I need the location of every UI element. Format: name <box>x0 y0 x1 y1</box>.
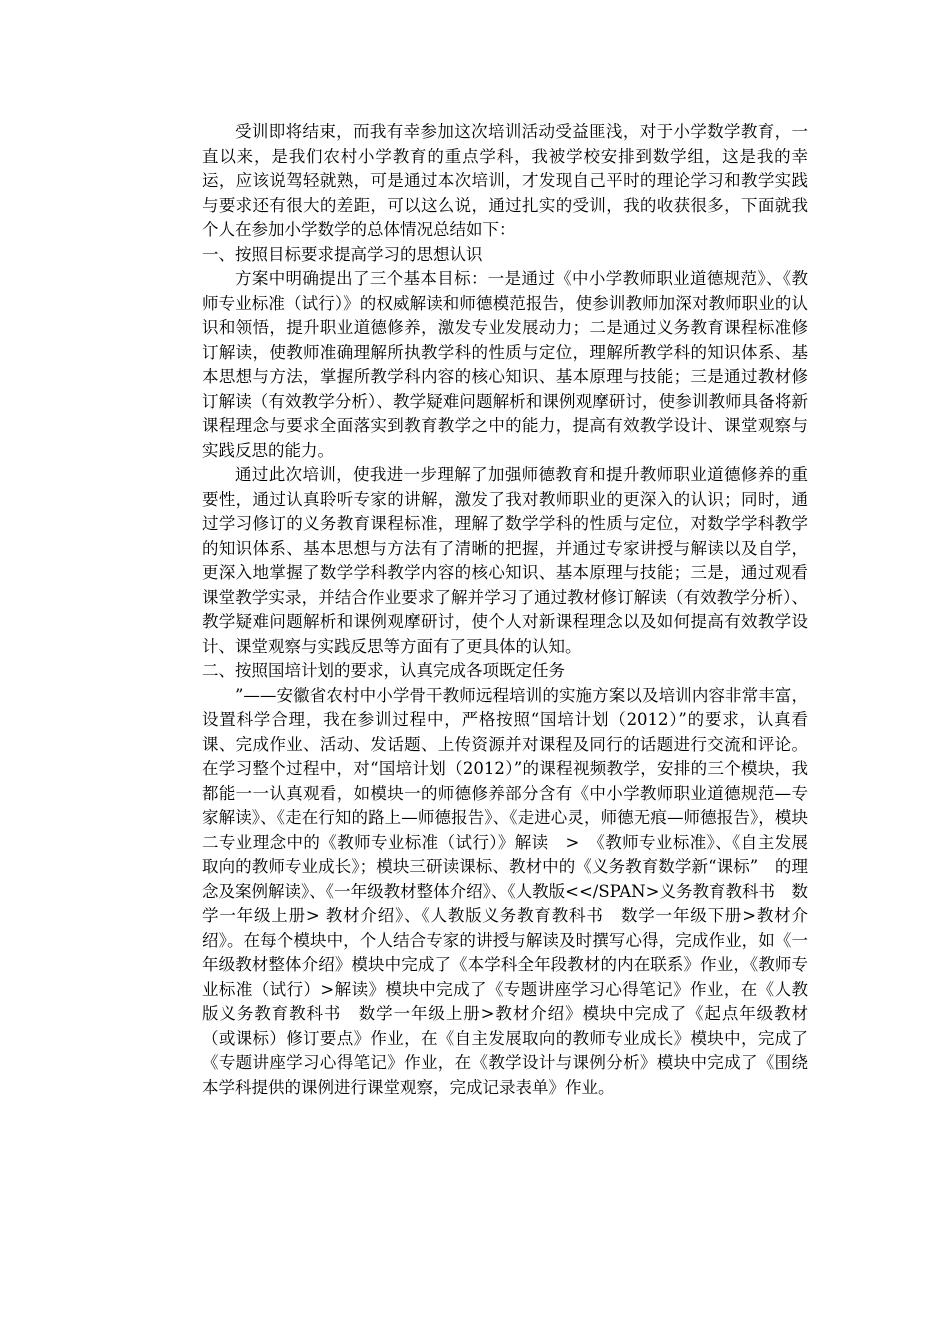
training-understanding-paragraph: 通过此次培训，使我进一步理解了加强师德教育和提升教师职业道德修养的重要性，通过认真聆听专家的讲解，激发了我对教师职业的更深入的认识；同时，通过学习修订的义务教育课程标准，理解了数学学科的性质与定位，对数学学科教学的知识体系、基本思想与方法有了清晰的把握，并通过专家讲授与解读以及自学，更深入地掌握了数学学科教学内容的核心知识、基本原理与技能；三是，通过观看课堂教学实录，并结合作业要求了解并学习了通过教材修订解读（有效教学分析）、教学疑难问题解析和课例观摩研讨，使个人对新课程理念以及如何提高有效教学设计、课堂观察与实践反思等方面有了更具体的认知。 <box>202 465 808 656</box>
document-body <box>202 120 808 1100</box>
goals-paragraph: 方案中明确提出了三个基本目标：一是通过《中小学教师职业道德规范》、《教师专业标准（试行）》的权威解读和师德模范报告，使参训教师加深对教师职业的认识和领悟，提升职业道德修养，激发专业发展动力；二是通过义务教育课程标准修订解读，使教师准确理解所执教学科的性质与定位，理解所教学科的知识体系、基本思想与方法，掌握所教学科内容的核心知识、基本原理与技能；三是通过教材修订解读（有效教学分析）、教学疑难问题解析和课例观摩研讨，使参训教师具备将新课程理念与要求全面落实到教育教学之中的能力，提高有效教学设计、课堂观察与实践反思的能力。 <box>202 269 808 460</box>
intro-paragraph: 受训即将结束，而我有幸参加这次培训活动受益匪浅，对于小学数学教育，一直以来，是我们农村小学教育的重点学科，我被学校安排到数学组，这是我的幸运，应该说驾轻就熟，可是通过本次培训，才发现自己平时的理论学习和教学实践与要求还有很大的差距，可以这么说，通过扎实的受训，我的收获很多，下面就我个人在参加小学数学的总体情况总结如下： <box>202 122 808 239</box>
tasks-paragraph: ”——安徽省农村中小学骨干教师远程培训的实施方案以及培训内容非常丰富，设置科学合理，我在参训过程中，严格按照“国培计划（2012）”的要求，认真看课、完成作业、活动、发话题、上传资源并对课程及同行的话题进行交流和评论。在学习整个过程中，对“国培计划（2012）”的课程视频教学，安排的三个模块，我都能一一认真观看，如模块一的师德修养部分含有《中小学教师职业道德规范—专家解读》、《走在行知的路上—师德报告》、《走进心灵，师德无痕—师德报告》，模块二专业理念中的《教师专业标准（试行）》解读 > 《教师专业标准》、《自主发展取向的教师专业成长》；模块三研读课标、教材中的《义务教育数学新“课标” 的理念及案例解读》、《一年级教材整体介绍》、《人教版<</SPAN>义务教育教科书 数学一年级上册> 教材介绍》、《人教版义务教育教科书 数学一年级下册>教材介绍》。在每个模块中，个人结合专家的讲授与解读及时撰写心得，完成作业，如《一年级教材整体介绍》模块中完成了《本学科全年段教材的内在联系》作业，《教师专业标准（试行）>解读》模块中完成了《专题讲座学习心得笔记》作业，在《人教版义务教育教科书 数学一年级上册>教材介绍》模块中完成了《起点年级教材（或课标）修订要点》作业，在《自主发展取向的教师专业成长》模块中，完成了《专题讲座学习心得笔记》作业，在《教学设计与课例分析》模块中完成了《围绕本学科提供的课例进行课堂观察，完成记录表单》作业。 <box>202 685 808 1097</box>
section-heading-2: 二、按照国培计划的要求，认真完成各项既定任务 <box>202 661 565 680</box>
section-heading-1: 一、按照目标要求提高学习的思想认识 <box>202 244 483 264</box>
